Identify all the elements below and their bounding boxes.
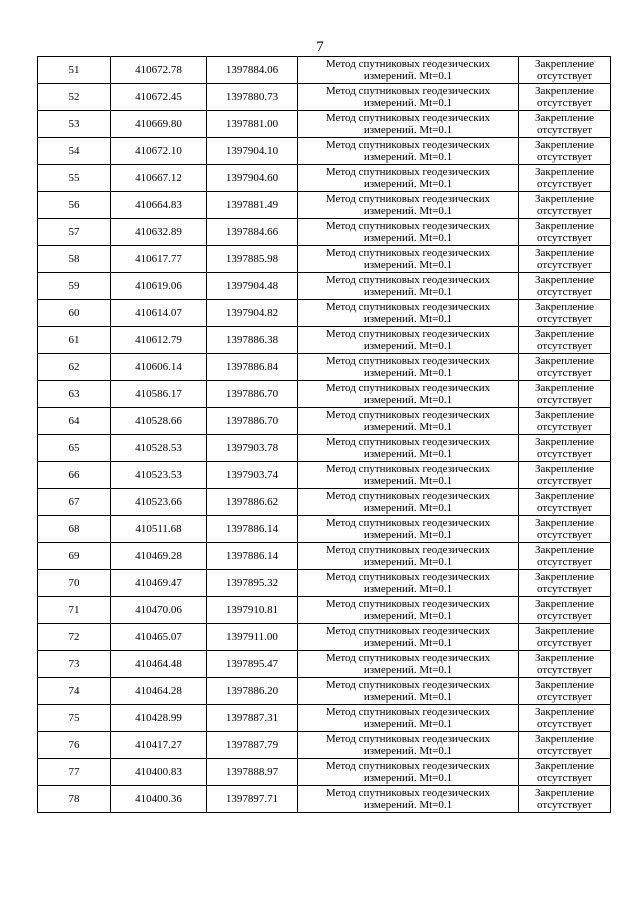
fixing-cell bbox=[519, 408, 611, 435]
table-row bbox=[38, 786, 611, 813]
x-coordinate-cell: 410469.28 bbox=[111, 543, 207, 570]
table-row bbox=[38, 435, 611, 462]
fixing-line-1: Закрепление bbox=[534, 220, 595, 232]
fixing-line-2: отсутствует bbox=[536, 799, 593, 811]
fixing-cell bbox=[519, 651, 611, 678]
method-line-2: измерений. Mt=0.1 bbox=[363, 610, 453, 622]
fixing-cell bbox=[519, 759, 611, 786]
method-line-1: Метод спутниковых геодезических bbox=[325, 706, 491, 718]
fixing-line-1: Закрепление bbox=[534, 598, 595, 610]
method-cell bbox=[298, 381, 519, 408]
table-row bbox=[38, 570, 611, 597]
table-row bbox=[38, 327, 611, 354]
method-cell bbox=[298, 759, 519, 786]
x-coordinate-cell: 410672.45 bbox=[111, 84, 207, 111]
method-cell bbox=[298, 111, 519, 138]
x-coordinate-cell: 410523.53 bbox=[111, 462, 207, 489]
method-cell bbox=[298, 84, 519, 111]
method-line-2: измерений. Mt=0.1 bbox=[363, 151, 453, 163]
method-cell bbox=[298, 165, 519, 192]
fixing-line-2: отсутствует bbox=[536, 340, 593, 352]
fixing-line-2: отсутствует bbox=[536, 232, 593, 244]
table-row bbox=[38, 246, 611, 273]
table-row bbox=[38, 138, 611, 165]
x-coordinate-cell: 410400.83 bbox=[111, 759, 207, 786]
y-coordinate-cell: 1397886.38 bbox=[207, 327, 298, 354]
y-coordinate-cell: 1397895.32 bbox=[207, 570, 298, 597]
y-coordinate-cell: 1397904.60 bbox=[207, 165, 298, 192]
fixing-line-1: Закрепление bbox=[534, 517, 595, 529]
point-number-cell: 69 bbox=[38, 543, 111, 570]
point-number-cell: 73 bbox=[38, 651, 111, 678]
coordinates-table-body bbox=[38, 57, 611, 813]
fixing-line-2: отсутствует bbox=[536, 556, 593, 568]
method-line-1: Метод спутниковых геодезических bbox=[325, 220, 491, 232]
fixing-line-1: Закрепление bbox=[534, 463, 595, 475]
y-coordinate-cell: 1397886.62 bbox=[207, 489, 298, 516]
fixing-cell bbox=[519, 462, 611, 489]
table-row bbox=[38, 732, 611, 759]
method-line-1: Метод спутниковых геодезических bbox=[325, 274, 491, 286]
method-line-2: измерений. Mt=0.1 bbox=[363, 718, 453, 730]
fixing-line-2: отсутствует bbox=[536, 259, 593, 271]
method-line-1: Метод спутниковых геодезических bbox=[325, 733, 491, 745]
table-row bbox=[38, 300, 611, 327]
method-cell bbox=[298, 624, 519, 651]
point-number-cell: 71 bbox=[38, 597, 111, 624]
method-cell bbox=[298, 651, 519, 678]
fixing-line-2: отсутствует bbox=[536, 205, 593, 217]
fixing-line-2: отсутствует bbox=[536, 286, 593, 298]
method-cell bbox=[298, 138, 519, 165]
method-line-2: измерений. Mt=0.1 bbox=[363, 772, 453, 784]
method-line-1: Метод спутниковых геодезических bbox=[325, 409, 491, 421]
fixing-line-2: отсутствует bbox=[536, 475, 593, 487]
fixing-line-1: Закрепление bbox=[534, 679, 595, 691]
fixing-cell bbox=[519, 192, 611, 219]
x-coordinate-cell: 410523.66 bbox=[111, 489, 207, 516]
fixing-cell bbox=[519, 570, 611, 597]
method-line-2: измерений. Mt=0.1 bbox=[363, 340, 453, 352]
method-line-2: измерений. Mt=0.1 bbox=[363, 70, 453, 82]
y-coordinate-cell: 1397881.49 bbox=[207, 192, 298, 219]
method-line-1: Метод спутниковых геодезических bbox=[325, 436, 491, 448]
x-coordinate-cell: 410428.99 bbox=[111, 705, 207, 732]
point-number-cell: 65 bbox=[38, 435, 111, 462]
method-line-2: измерений. Mt=0.1 bbox=[363, 97, 453, 109]
fixing-line-1: Закрепление bbox=[534, 139, 595, 151]
x-coordinate-cell: 410586.17 bbox=[111, 381, 207, 408]
method-cell bbox=[298, 786, 519, 813]
fixing-line-1: Закрепление bbox=[534, 328, 595, 340]
fixing-cell bbox=[519, 543, 611, 570]
method-cell bbox=[298, 192, 519, 219]
method-line-2: измерений. Mt=0.1 bbox=[363, 664, 453, 676]
point-number-cell: 76 bbox=[38, 732, 111, 759]
point-number-cell: 54 bbox=[38, 138, 111, 165]
fixing-cell bbox=[519, 786, 611, 813]
method-line-1: Метод спутниковых геодезических bbox=[325, 139, 491, 151]
fixing-cell bbox=[519, 219, 611, 246]
y-coordinate-cell: 1397886.14 bbox=[207, 516, 298, 543]
x-coordinate-cell: 410528.53 bbox=[111, 435, 207, 462]
method-line-2: измерений. Mt=0.1 bbox=[363, 637, 453, 649]
method-line-2: измерений. Mt=0.1 bbox=[363, 799, 453, 811]
y-coordinate-cell: 1397895.47 bbox=[207, 651, 298, 678]
method-line-1: Метод спутниковых геодезических bbox=[325, 301, 491, 313]
x-coordinate-cell: 410612.79 bbox=[111, 327, 207, 354]
fixing-line-2: отсутствует bbox=[536, 610, 593, 622]
x-coordinate-cell: 410669.80 bbox=[111, 111, 207, 138]
y-coordinate-cell: 1397910.81 bbox=[207, 597, 298, 624]
fixing-line-1: Закрепление bbox=[534, 436, 595, 448]
table-row bbox=[38, 354, 611, 381]
method-line-2: измерений. Mt=0.1 bbox=[363, 529, 453, 541]
fixing-line-2: отсутствует bbox=[536, 529, 593, 541]
method-cell bbox=[298, 219, 519, 246]
fixing-line-1: Закрепление bbox=[534, 625, 595, 637]
point-number-cell: 74 bbox=[38, 678, 111, 705]
fixing-line-2: отсутствует bbox=[536, 718, 593, 730]
fixing-line-2: отсутствует bbox=[536, 502, 593, 514]
method-cell bbox=[298, 489, 519, 516]
fixing-cell bbox=[519, 705, 611, 732]
table-row bbox=[38, 597, 611, 624]
table-row bbox=[38, 624, 611, 651]
fixing-line-2: отсутствует bbox=[536, 178, 593, 190]
y-coordinate-cell: 1397903.74 bbox=[207, 462, 298, 489]
x-coordinate-cell: 410632.89 bbox=[111, 219, 207, 246]
fixing-cell bbox=[519, 624, 611, 651]
method-line-2: измерений. Mt=0.1 bbox=[363, 259, 453, 271]
table-row bbox=[38, 543, 611, 570]
fixing-line-1: Закрепление bbox=[534, 571, 595, 583]
table-row bbox=[38, 165, 611, 192]
x-coordinate-cell: 410672.10 bbox=[111, 138, 207, 165]
table-row bbox=[38, 651, 611, 678]
table-row bbox=[38, 381, 611, 408]
y-coordinate-cell: 1397880.73 bbox=[207, 84, 298, 111]
table-row bbox=[38, 678, 611, 705]
method-cell bbox=[298, 543, 519, 570]
point-number-cell: 66 bbox=[38, 462, 111, 489]
y-coordinate-cell: 1397886.70 bbox=[207, 381, 298, 408]
method-line-1: Метод спутниковых геодезических bbox=[325, 571, 491, 583]
method-line-1: Метод спутниковых геодезических bbox=[325, 544, 491, 556]
point-number-cell: 70 bbox=[38, 570, 111, 597]
method-line-1: Метод спутниковых геодезических bbox=[325, 679, 491, 691]
fixing-line-1: Закрепление bbox=[534, 382, 595, 394]
point-number-cell: 58 bbox=[38, 246, 111, 273]
point-number-cell: 57 bbox=[38, 219, 111, 246]
page-number: 7 bbox=[316, 39, 324, 55]
method-cell bbox=[298, 300, 519, 327]
y-coordinate-cell: 1397885.98 bbox=[207, 246, 298, 273]
fixing-line-2: отсутствует bbox=[536, 394, 593, 406]
x-coordinate-cell: 410511.68 bbox=[111, 516, 207, 543]
y-coordinate-cell: 1397897.71 bbox=[207, 786, 298, 813]
fixing-cell bbox=[519, 597, 611, 624]
method-line-1: Метод спутниковых геодезических bbox=[325, 85, 491, 97]
x-coordinate-cell: 410400.36 bbox=[111, 786, 207, 813]
fixing-cell bbox=[519, 138, 611, 165]
fixing-line-2: отсутствует bbox=[536, 664, 593, 676]
fixing-line-1: Закрепление bbox=[534, 274, 595, 286]
fixing-line-2: отсутствует bbox=[536, 745, 593, 757]
x-coordinate-cell: 410664.83 bbox=[111, 192, 207, 219]
method-cell bbox=[298, 516, 519, 543]
fixing-line-1: Закрепление bbox=[534, 193, 595, 205]
y-coordinate-cell: 1397888.97 bbox=[207, 759, 298, 786]
method-line-2: измерений. Mt=0.1 bbox=[363, 286, 453, 298]
method-line-1: Метод спутниковых геодезических bbox=[325, 58, 491, 70]
fixing-cell bbox=[519, 327, 611, 354]
method-line-2: измерений. Mt=0.1 bbox=[363, 178, 453, 190]
table-row bbox=[38, 57, 611, 84]
point-number-cell: 64 bbox=[38, 408, 111, 435]
fixing-line-1: Закрепление bbox=[534, 544, 595, 556]
fixing-line-1: Закрепление bbox=[534, 58, 595, 70]
y-coordinate-cell: 1397887.79 bbox=[207, 732, 298, 759]
point-number-cell: 78 bbox=[38, 786, 111, 813]
fixing-cell bbox=[519, 165, 611, 192]
fixing-cell bbox=[519, 57, 611, 84]
table-row bbox=[38, 111, 611, 138]
fixing-line-1: Закрепление bbox=[534, 760, 595, 772]
method-cell bbox=[298, 435, 519, 462]
table-row bbox=[38, 273, 611, 300]
fixing-line-1: Закрепление bbox=[534, 706, 595, 718]
method-line-2: измерений. Mt=0.1 bbox=[363, 745, 453, 757]
method-cell bbox=[298, 597, 519, 624]
fixing-line-2: отсутствует bbox=[536, 421, 593, 433]
method-cell bbox=[298, 678, 519, 705]
fixing-cell bbox=[519, 381, 611, 408]
method-cell bbox=[298, 462, 519, 489]
fixing-line-1: Закрепление bbox=[534, 787, 595, 799]
fixing-line-1: Закрепление bbox=[534, 85, 595, 97]
table-row bbox=[38, 705, 611, 732]
x-coordinate-cell: 410619.06 bbox=[111, 273, 207, 300]
method-line-1: Метод спутниковых геодезических bbox=[325, 625, 491, 637]
fixing-cell bbox=[519, 435, 611, 462]
x-coordinate-cell: 410470.06 bbox=[111, 597, 207, 624]
point-number-cell: 67 bbox=[38, 489, 111, 516]
table-row bbox=[38, 489, 611, 516]
method-cell bbox=[298, 327, 519, 354]
point-number-cell: 68 bbox=[38, 516, 111, 543]
x-coordinate-cell: 410617.77 bbox=[111, 246, 207, 273]
method-line-2: измерений. Mt=0.1 bbox=[363, 556, 453, 568]
fixing-cell bbox=[519, 516, 611, 543]
method-line-2: измерений. Mt=0.1 bbox=[363, 421, 453, 433]
fixing-line-1: Закрепление bbox=[534, 112, 595, 124]
fixing-cell bbox=[519, 300, 611, 327]
x-coordinate-cell: 410667.12 bbox=[111, 165, 207, 192]
point-number-cell: 72 bbox=[38, 624, 111, 651]
method-line-1: Метод спутниковых геодезических bbox=[325, 517, 491, 529]
method-line-1: Метод спутниковых геодезических bbox=[325, 787, 491, 799]
fixing-line-2: отсутствует bbox=[536, 151, 593, 163]
table-row bbox=[38, 462, 611, 489]
method-cell bbox=[298, 705, 519, 732]
method-line-1: Метод спутниковых геодезических bbox=[325, 166, 491, 178]
table-row bbox=[38, 219, 611, 246]
y-coordinate-cell: 1397886.20 bbox=[207, 678, 298, 705]
point-number-cell: 59 bbox=[38, 273, 111, 300]
fixing-line-2: отсутствует bbox=[536, 313, 593, 325]
point-number-cell: 63 bbox=[38, 381, 111, 408]
point-number-cell: 52 bbox=[38, 84, 111, 111]
y-coordinate-cell: 1397903.78 bbox=[207, 435, 298, 462]
coordinates-table bbox=[37, 56, 611, 813]
method-line-1: Метод спутниковых геодезических bbox=[325, 355, 491, 367]
method-line-1: Метод спутниковых геодезических bbox=[325, 652, 491, 664]
fixing-line-2: отсутствует bbox=[536, 637, 593, 649]
y-coordinate-cell: 1397886.84 bbox=[207, 354, 298, 381]
table-row bbox=[38, 408, 611, 435]
method-line-1: Метод спутниковых геодезических bbox=[325, 490, 491, 502]
fixing-cell bbox=[519, 489, 611, 516]
fixing-cell bbox=[519, 84, 611, 111]
y-coordinate-cell: 1397904.82 bbox=[207, 300, 298, 327]
fixing-line-2: отсутствует bbox=[536, 70, 593, 82]
fixing-cell bbox=[519, 246, 611, 273]
y-coordinate-cell: 1397904.48 bbox=[207, 273, 298, 300]
table-row bbox=[38, 84, 611, 111]
y-coordinate-cell: 1397886.14 bbox=[207, 543, 298, 570]
fixing-line-2: отсутствует bbox=[536, 583, 593, 595]
table-row bbox=[38, 516, 611, 543]
point-number-cell: 53 bbox=[38, 111, 111, 138]
method-line-1: Метод спутниковых геодезических bbox=[325, 382, 491, 394]
x-coordinate-cell: 410528.66 bbox=[111, 408, 207, 435]
point-number-cell: 51 bbox=[38, 57, 111, 84]
method-line-2: измерений. Mt=0.1 bbox=[363, 232, 453, 244]
y-coordinate-cell: 1397881.00 bbox=[207, 111, 298, 138]
fixing-cell bbox=[519, 273, 611, 300]
method-line-1: Метод спутниковых геодезических bbox=[325, 112, 491, 124]
fixing-line-1: Закрепление bbox=[534, 733, 595, 745]
method-line-2: измерений. Mt=0.1 bbox=[363, 205, 453, 217]
method-line-2: измерений. Mt=0.1 bbox=[363, 502, 453, 514]
fixing-line-1: Закрепление bbox=[534, 247, 595, 259]
point-number-cell: 61 bbox=[38, 327, 111, 354]
method-line-1: Метод спутниковых геодезических bbox=[325, 598, 491, 610]
method-line-2: измерений. Mt=0.1 bbox=[363, 124, 453, 136]
method-cell bbox=[298, 408, 519, 435]
method-line-2: измерений. Mt=0.1 bbox=[363, 367, 453, 379]
fixing-cell bbox=[519, 111, 611, 138]
fixing-line-2: отсутствует bbox=[536, 367, 593, 379]
y-coordinate-cell: 1397884.06 bbox=[207, 57, 298, 84]
fixing-line-1: Закрепление bbox=[534, 490, 595, 502]
x-coordinate-cell: 410614.07 bbox=[111, 300, 207, 327]
method-line-2: измерений. Mt=0.1 bbox=[363, 583, 453, 595]
method-line-1: Метод спутниковых геодезических bbox=[325, 760, 491, 772]
x-coordinate-cell: 410464.28 bbox=[111, 678, 207, 705]
x-coordinate-cell: 410469.47 bbox=[111, 570, 207, 597]
x-coordinate-cell: 410606.14 bbox=[111, 354, 207, 381]
x-coordinate-cell: 410464.48 bbox=[111, 651, 207, 678]
method-line-2: измерений. Mt=0.1 bbox=[363, 448, 453, 460]
fixing-line-2: отсутствует bbox=[536, 124, 593, 136]
point-number-cell: 56 bbox=[38, 192, 111, 219]
fixing-line-1: Закрепление bbox=[534, 409, 595, 421]
fixing-line-2: отсутствует bbox=[536, 448, 593, 460]
method-line-1: Метод спутниковых геодезических bbox=[325, 193, 491, 205]
fixing-cell bbox=[519, 354, 611, 381]
method-line-1: Метод спутниковых геодезических bbox=[325, 328, 491, 340]
fixing-line-1: Закрепление bbox=[534, 166, 595, 178]
fixing-line-1: Закрепление bbox=[534, 301, 595, 313]
fixing-line-2: отсутствует bbox=[536, 97, 593, 109]
y-coordinate-cell: 1397904.10 bbox=[207, 138, 298, 165]
method-line-2: измерений. Mt=0.1 bbox=[363, 691, 453, 703]
point-number-cell: 55 bbox=[38, 165, 111, 192]
fixing-line-2: отсутствует bbox=[536, 772, 593, 784]
method-cell bbox=[298, 273, 519, 300]
method-line-2: измерений. Mt=0.1 bbox=[363, 394, 453, 406]
x-coordinate-cell: 410417.27 bbox=[111, 732, 207, 759]
method-cell bbox=[298, 732, 519, 759]
fixing-cell bbox=[519, 678, 611, 705]
method-line-1: Метод спутниковых геодезических bbox=[325, 463, 491, 475]
fixing-cell bbox=[519, 732, 611, 759]
y-coordinate-cell: 1397886.70 bbox=[207, 408, 298, 435]
point-number-cell: 77 bbox=[38, 759, 111, 786]
method-cell bbox=[298, 246, 519, 273]
fixing-line-2: отсутствует bbox=[536, 691, 593, 703]
method-line-1: Метод спутниковых геодезических bbox=[325, 247, 491, 259]
point-number-cell: 60 bbox=[38, 300, 111, 327]
fixing-line-1: Закрепление bbox=[534, 652, 595, 664]
method-line-2: измерений. Mt=0.1 bbox=[363, 475, 453, 487]
table-row bbox=[38, 759, 611, 786]
x-coordinate-cell: 410465.07 bbox=[111, 624, 207, 651]
fixing-line-1: Закрепление bbox=[534, 355, 595, 367]
x-coordinate-cell: 410672.78 bbox=[111, 57, 207, 84]
point-number-cell: 62 bbox=[38, 354, 111, 381]
method-cell bbox=[298, 354, 519, 381]
y-coordinate-cell: 1397884.66 bbox=[207, 219, 298, 246]
method-line-2: измерений. Mt=0.1 bbox=[363, 313, 453, 325]
method-cell bbox=[298, 57, 519, 84]
point-number-cell: 75 bbox=[38, 705, 111, 732]
method-cell bbox=[298, 570, 519, 597]
y-coordinate-cell: 1397887.31 bbox=[207, 705, 298, 732]
table-row bbox=[38, 192, 611, 219]
y-coordinate-cell: 1397911.00 bbox=[207, 624, 298, 651]
